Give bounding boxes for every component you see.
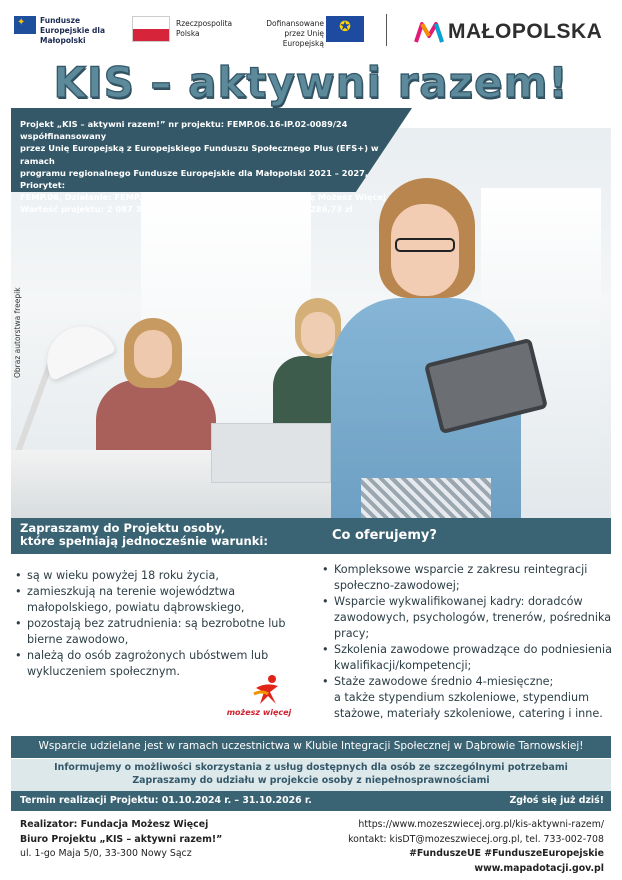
offers-header: Co oferujemy? bbox=[332, 528, 437, 543]
mozesz-wiecej-figure-icon bbox=[252, 674, 282, 706]
info-text bbox=[11, 761, 611, 787]
list-item: • zamieszkują na terenie województwa małopolskiego, powiatu dąbrowskiego, bbox=[15, 584, 310, 616]
project-info-text bbox=[20, 118, 406, 216]
logo-divider bbox=[386, 14, 387, 46]
footer-right bbox=[300, 818, 604, 876]
project-office: Biuro Projektu „KIS – aktywni razem!” bbox=[20, 833, 223, 845]
list-item: • Wsparcie wykwalifikowanej kadry: doradców zawodowych, psychologów, trenerów, pośrednika pracy; bbox=[322, 594, 612, 642]
hashtags: #FunduszeUE #FunduszeEuropejskie www.mapadotacji.gov.pl bbox=[409, 848, 604, 874]
laptop-icon bbox=[211, 423, 331, 483]
project-info-line: przez Unię Europejską z Europejskiego Funduszu Społecznego Plus (EFS+) w ramach bbox=[20, 143, 379, 166]
mozesz-wiecej-text: możesz więcej bbox=[226, 708, 292, 717]
address: ul. 1-go Maja 5/0, 33-300 Nowy Sącz bbox=[20, 848, 192, 859]
fe-logo-text: Fundusze Europejskie dla Małopolski bbox=[40, 16, 106, 45]
conditions-list bbox=[15, 568, 310, 680]
photo-credit: Obraz autorstwa freepik bbox=[13, 287, 22, 378]
info-line: Informujemy o możliwości skorzystania z usług dostępnych dla osób ze szczególnymi potrzebami bbox=[54, 762, 568, 773]
project-info-line: FEMP.06, Działanie: FEMP.06.16. realizowanego przez Fundację Możesz Więcej bbox=[20, 192, 386, 203]
realizator: Realizator: Fundacja Możesz Więcej bbox=[20, 819, 209, 830]
project-info-line: programu regionalnego Fundusze Europejskie dla Małopolski 2021 – 2027, Priorytet: bbox=[20, 167, 369, 191]
offers-extra: a także stypendium szkoleniowe, stypendium stażowe, materiały szkoleniowe, catering i inne. bbox=[334, 691, 603, 720]
website-link[interactable]: https://www.mozeszwiecej.org.pl/kis-aktywni-razem/ bbox=[358, 819, 604, 830]
call-to-action: Zgłoś się już dziś! bbox=[509, 795, 604, 806]
project-info-line: Projekt „KIS – aktywni razem!” nr projektu: FEMP.06.16-IP.02-0089/24 współfinansowany bbox=[20, 119, 348, 142]
list-item: • pozostają bez zatrudnienia: są bezrobotne lub bierne zawodowo, bbox=[15, 616, 310, 648]
conditions-header-line: Zapraszamy do Projektu osoby, bbox=[20, 521, 226, 535]
project-term: Termin realizacji Projektu: 01.10.2024 r. – 31.10.2026 r. bbox=[20, 795, 312, 806]
conditions-header-line: które spełniają jednocześnie warunki: bbox=[20, 534, 269, 548]
rp-logo-text: Rzeczpospolita Polska bbox=[176, 19, 233, 38]
logos-bar bbox=[0, 0, 622, 62]
list-item: • należą do osób zagrożonych ubóstwem lub wykluczeniem społecznym. bbox=[15, 648, 310, 680]
info-line: Zapraszamy do udziału w projekcie osoby z niepełnosprawnościami bbox=[132, 775, 490, 786]
malopolska-logo-text: MAŁOPOLSKA bbox=[448, 20, 603, 43]
offers-list bbox=[322, 562, 612, 722]
polish-flag-icon bbox=[132, 16, 170, 42]
footer-left bbox=[20, 818, 320, 862]
eu-logo-text: Dofinansowane przez Unię Europejską bbox=[266, 19, 324, 48]
conditions-header bbox=[20, 522, 320, 548]
project-value-line: Wartość projektu: 2 087 396,16 zł, w tym środków z UE 1 774 286,73 zł bbox=[20, 204, 353, 215]
malopolska-mark-icon bbox=[414, 20, 444, 44]
mozesz-wiecej-logo bbox=[222, 672, 296, 722]
contact-info: kontakt: kisDT@mozeszwiecej.org.pl, tel. 733-002-708 bbox=[348, 833, 604, 845]
eu-flag-icon: ✪ bbox=[326, 16, 364, 42]
page-title: KIS – aktywni razem! bbox=[53, 58, 569, 107]
list-item: • Szkolenia zawodowe prowadzące do podniesienia kwalifikacji/kompetencji; bbox=[322, 642, 612, 674]
fe-logo-icon: ✦ bbox=[14, 16, 36, 34]
list-item: • Kompleksowe wsparcie z zakresu reintegracji społeczno-zawodowej; bbox=[322, 562, 612, 594]
list-item: • Staże zawodowe średnio 4-miesięczne; bbox=[322, 674, 612, 690]
list-item: • są w wieku powyżej 18 roku życia, bbox=[15, 568, 310, 584]
photo-person bbox=[86, 318, 226, 458]
kis-band-text: Wsparcie udzielane jest w ramach uczestnictwa w Klubie Integracji Społecznej w Dąbrowie Tarnowskiej! bbox=[38, 740, 584, 752]
